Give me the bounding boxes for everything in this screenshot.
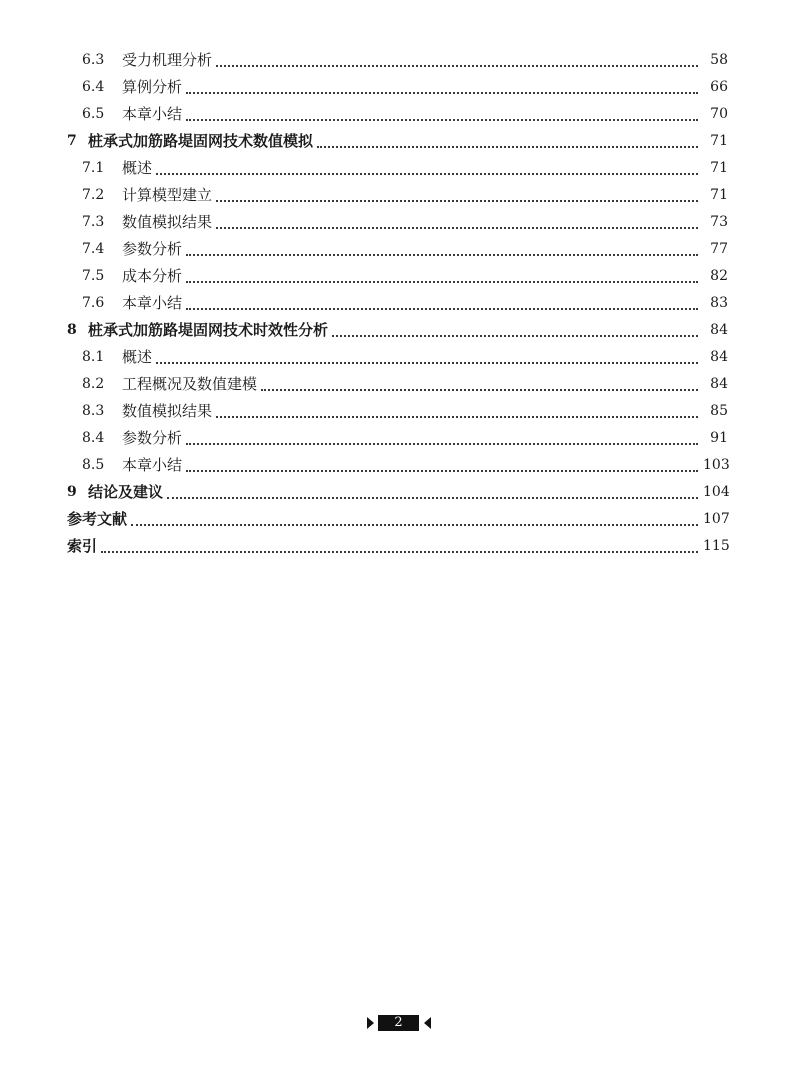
toc-entry-page: 91 <box>700 425 728 452</box>
toc-entry <box>0 371 790 398</box>
toc-entry-page: 71 <box>700 155 728 182</box>
toc-entry-number: 9 <box>67 484 77 500</box>
toc-entry <box>0 182 790 209</box>
toc-dot-leader <box>261 389 698 391</box>
toc-dot-leader <box>332 335 698 337</box>
toc-dot-leader <box>186 92 698 94</box>
toc-entry-page: 85 <box>700 398 728 425</box>
toc-entry-page: 115 <box>700 533 728 560</box>
page-number: 2 <box>378 1015 419 1031</box>
toc-entry-title: 概述 <box>122 155 156 182</box>
toc-entry-page: 107 <box>700 506 728 533</box>
toc-entry <box>0 101 790 128</box>
toc-entry <box>0 506 790 533</box>
toc-entry <box>0 479 790 506</box>
toc-entry-page: 71 <box>700 182 728 209</box>
toc-entry-title: 桩承式加筋路堤固网技术数值模拟 <box>88 128 317 155</box>
toc-entry-title: 结论及建议 <box>88 479 167 506</box>
toc-entry-number: 7.5 <box>82 268 105 284</box>
toc-entry-number: 8.1 <box>82 349 105 365</box>
toc-dot-leader <box>186 308 698 310</box>
toc-dot-leader <box>167 497 698 499</box>
toc-entry-page: 73 <box>700 209 728 236</box>
toc-entry-number: 6.3 <box>82 52 105 68</box>
toc-entry-number: 6.5 <box>82 106 105 122</box>
toc-dot-leader <box>101 551 698 553</box>
toc-dot-leader <box>186 254 698 256</box>
toc-entry-number: 6.4 <box>82 79 105 95</box>
toc-entry-title: 参数分析 <box>122 236 186 263</box>
toc-entry <box>0 263 790 290</box>
toc-entry-page: 82 <box>700 263 728 290</box>
toc-entry <box>0 47 790 74</box>
toc-entry-page: 84 <box>700 344 728 371</box>
toc-entry-number: 7 <box>67 133 77 149</box>
toc-entry-title: 参数分析 <box>122 425 186 452</box>
toc-entry-number: 7.3 <box>82 214 105 230</box>
toc-entry <box>0 344 790 371</box>
toc-entry-number: 7.1 <box>82 160 105 176</box>
toc-entry-title: 本章小结 <box>122 452 186 479</box>
toc-entry <box>0 452 790 479</box>
toc-entry <box>0 317 790 344</box>
toc-entry-title: 本章小结 <box>122 101 186 128</box>
toc-dot-leader <box>186 470 698 472</box>
toc-entry-number: 7.4 <box>82 241 105 257</box>
right-pointing-triangle-icon <box>367 1017 374 1029</box>
toc-entry-title: 工程概况及数值建模 <box>122 371 261 398</box>
toc-entry-title: 概述 <box>122 344 156 371</box>
toc-dot-leader <box>186 443 698 445</box>
toc-entry-title: 受力机理分析 <box>122 47 216 74</box>
toc-entry <box>0 128 790 155</box>
toc-entry-number: 8.5 <box>82 457 105 473</box>
toc-entry <box>0 425 790 452</box>
toc-dot-leader <box>317 146 698 148</box>
toc-dot-leader <box>216 227 698 229</box>
toc-entry-title: 桩承式加筋路堤固网技术时效性分析 <box>88 317 332 344</box>
toc-entry-title: 计算模型建立 <box>122 182 216 209</box>
toc-dot-leader <box>216 65 698 67</box>
toc-entry-title: 成本分析 <box>122 263 186 290</box>
toc-entry-title: 索引 <box>67 533 101 560</box>
toc-entry-number: 7.2 <box>82 187 105 203</box>
toc-dot-leader <box>186 281 698 283</box>
toc-entry-number: 8.3 <box>82 403 105 419</box>
toc-entry-page: 77 <box>700 236 728 263</box>
toc-entry-page: 71 <box>700 128 728 155</box>
toc-entry-title: 数值模拟结果 <box>122 398 216 425</box>
toc-dot-leader <box>186 119 698 121</box>
toc-entry-page: 83 <box>700 290 728 317</box>
toc-dot-leader <box>156 173 698 175</box>
toc-entry-page: 84 <box>700 317 728 344</box>
toc-entry <box>0 74 790 101</box>
toc-entry-number: 7.6 <box>82 295 105 311</box>
toc-entry-page: 104 <box>700 479 728 506</box>
toc-entry <box>0 209 790 236</box>
toc-entry-page: 103 <box>700 452 728 479</box>
toc-entry-title: 本章小结 <box>122 290 186 317</box>
toc-entry <box>0 290 790 317</box>
toc-entry-page: 70 <box>700 101 728 128</box>
toc-entry <box>0 155 790 182</box>
left-pointing-triangle-icon <box>424 1017 431 1029</box>
toc-dot-leader <box>131 524 698 526</box>
toc-entry-page: 58 <box>700 47 728 74</box>
toc-entry <box>0 236 790 263</box>
toc-entry-title: 算例分析 <box>122 74 186 101</box>
toc-entry-number: 8.4 <box>82 430 105 446</box>
toc-entry <box>0 533 790 560</box>
toc-dot-leader <box>216 200 698 202</box>
table-of-contents <box>0 47 790 560</box>
toc-entry-page: 66 <box>700 74 728 101</box>
toc-entry-title: 数值模拟结果 <box>122 209 216 236</box>
toc-dot-leader <box>216 416 698 418</box>
toc-dot-leader <box>156 362 698 364</box>
toc-entry-title: 参考文献 <box>67 506 131 533</box>
toc-entry-page: 84 <box>700 371 728 398</box>
toc-entry <box>0 398 790 425</box>
toc-entry-number: 8 <box>67 322 77 338</box>
page-footer <box>0 1014 790 1032</box>
toc-entry-number: 8.2 <box>82 376 105 392</box>
